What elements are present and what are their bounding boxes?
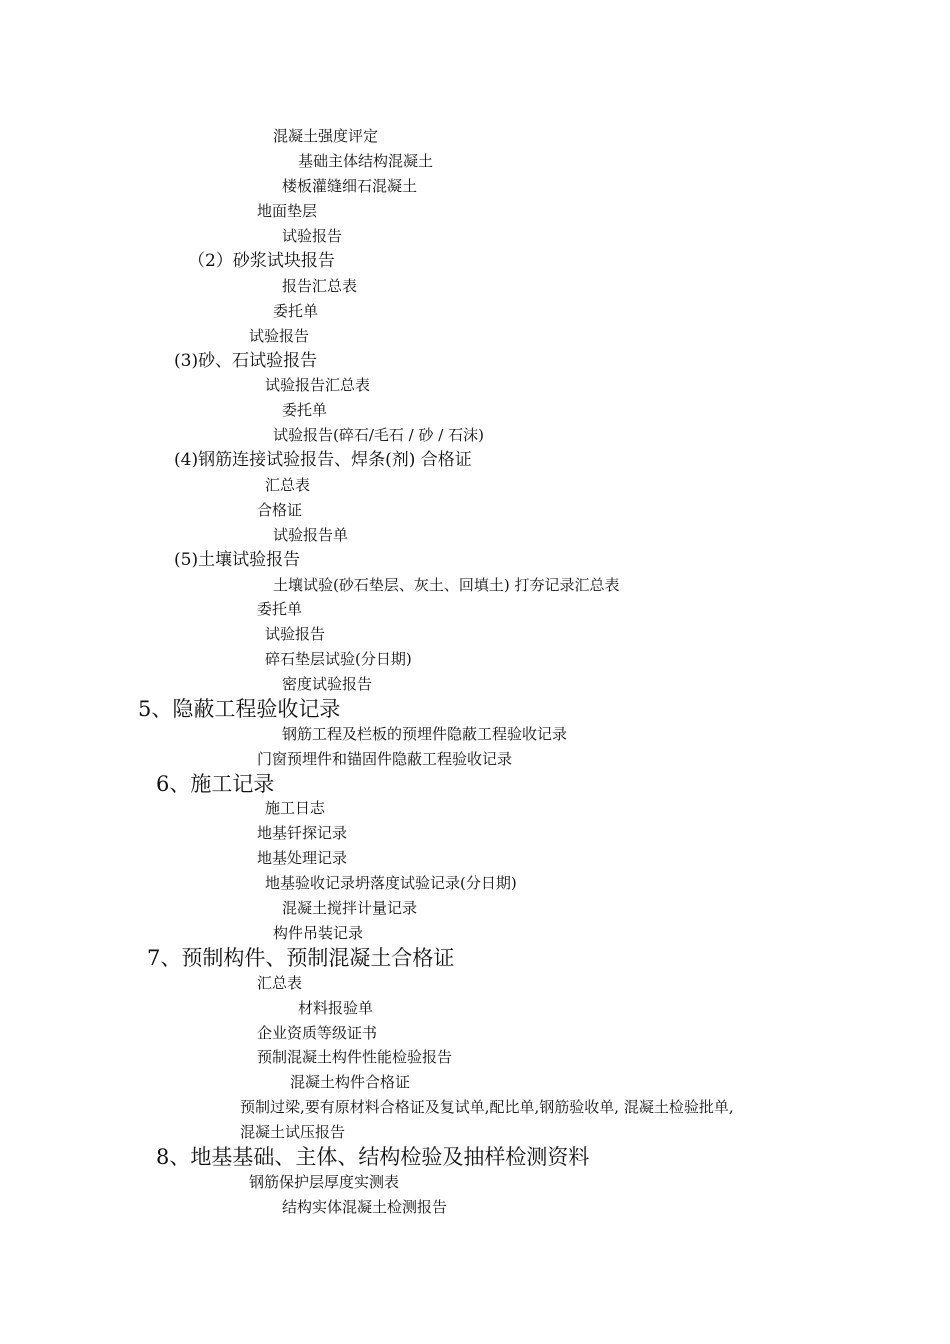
item-precast-performance-report: 预制混凝土构件性能检验报告 bbox=[257, 1048, 453, 1066]
item-rebar-cover-thickness: 钢筋保护层厚度实测表 bbox=[249, 1173, 400, 1191]
item-floor-slab-concrete: 楼板灌缝细石混凝土 bbox=[282, 177, 418, 195]
item-summary-table: 汇总表 bbox=[265, 476, 311, 494]
item-material-inspection: 材料报验单 bbox=[298, 999, 374, 1017]
item-test-report: 试验报告 bbox=[282, 227, 343, 245]
item-qualification-certificate: 企业资质等级证书 bbox=[257, 1024, 378, 1042]
item-concrete-strength-evaluation: 混凝土强度评定 bbox=[273, 127, 379, 145]
heading-mortar-test: （2）砂浆试块报告 bbox=[188, 251, 335, 271]
item-test-report: 试验报告 bbox=[265, 625, 326, 643]
item-gravel-cushion-test: 碎石垫层试验(分日期) bbox=[265, 650, 412, 668]
item-construction-log: 施工日志 bbox=[265, 799, 326, 817]
item-hoisting-record: 构件吊装记录 bbox=[273, 924, 364, 942]
item-structure-concrete-report: 结构实体混凝土检测报告 bbox=[282, 1198, 448, 1216]
item-soil-compaction-summary: 土壤试验(砂石垫层、灰土、回填土) 打夯记录汇总表 bbox=[273, 576, 620, 594]
item-concrete-mixing-record: 混凝土搅拌计量记录 bbox=[282, 899, 418, 917]
item-foundation-probing: 地基钎探记录 bbox=[257, 824, 348, 842]
item-test-report-aggregate: 试验报告(碎石/毛石 / 砂 / 石沫) bbox=[273, 426, 484, 444]
item-certificate: 合格证 bbox=[257, 501, 303, 519]
section-concealed-works: 5、隐蔽工程验收记录 bbox=[138, 697, 341, 721]
item-test-report: 试验报告 bbox=[249, 327, 310, 345]
item-summary-table: 汇总表 bbox=[257, 974, 303, 992]
item-foundation-structure-concrete: 基础主体结构混凝土 bbox=[298, 152, 434, 170]
item-window-embedded-record: 门窗预埋件和锚固件隐蔽工程验收记录 bbox=[257, 750, 513, 768]
item-precast-certificate: 混凝土构件合格证 bbox=[290, 1073, 411, 1091]
heading-sand-stone-test: (3)砂、石试验报告 bbox=[174, 351, 318, 371]
item-commission-sheet: 委托单 bbox=[282, 401, 328, 419]
item-ground-cushion: 地面垫层 bbox=[257, 202, 318, 220]
item-test-report-sheet: 试验报告单 bbox=[273, 526, 349, 544]
item-foundation-treatment: 地基处理记录 bbox=[257, 849, 348, 867]
item-precast-lintel-note: 预制过梁,要有原材料合格证及复试单,配比单,钢筋验收单, 混凝土检验批单, bbox=[240, 1098, 734, 1116]
section-construction-records: 6、施工记录 bbox=[156, 772, 275, 796]
section-precast-components: 7、预制构件、预制混凝土合格证 bbox=[147, 946, 455, 970]
heading-soil-test: (5)土壤试验报告 bbox=[174, 550, 301, 570]
item-concrete-compression-report: 混凝土试压报告 bbox=[240, 1123, 346, 1141]
item-commission-sheet: 委托单 bbox=[273, 302, 319, 320]
item-commission-sheet: 委托单 bbox=[257, 600, 303, 618]
section-structure-inspection: 8、地基基础、主体、结构检验及抽样检测资料 bbox=[156, 1145, 590, 1169]
item-test-report-summary: 试验报告汇总表 bbox=[265, 376, 371, 394]
item-foundation-acceptance-slump: 地基验收记录坍落度试验记录(分日期) bbox=[265, 874, 517, 892]
item-rebar-embedded-record: 钢筋工程及栏板的预埋件隐蔽工程验收记录 bbox=[282, 725, 568, 743]
item-density-test-report: 密度试验报告 bbox=[282, 675, 373, 693]
heading-rebar-connection-test: (4)钢筋连接试验报告、焊条(剂) 合格证 bbox=[174, 450, 472, 470]
item-report-summary: 报告汇总表 bbox=[282, 277, 358, 295]
